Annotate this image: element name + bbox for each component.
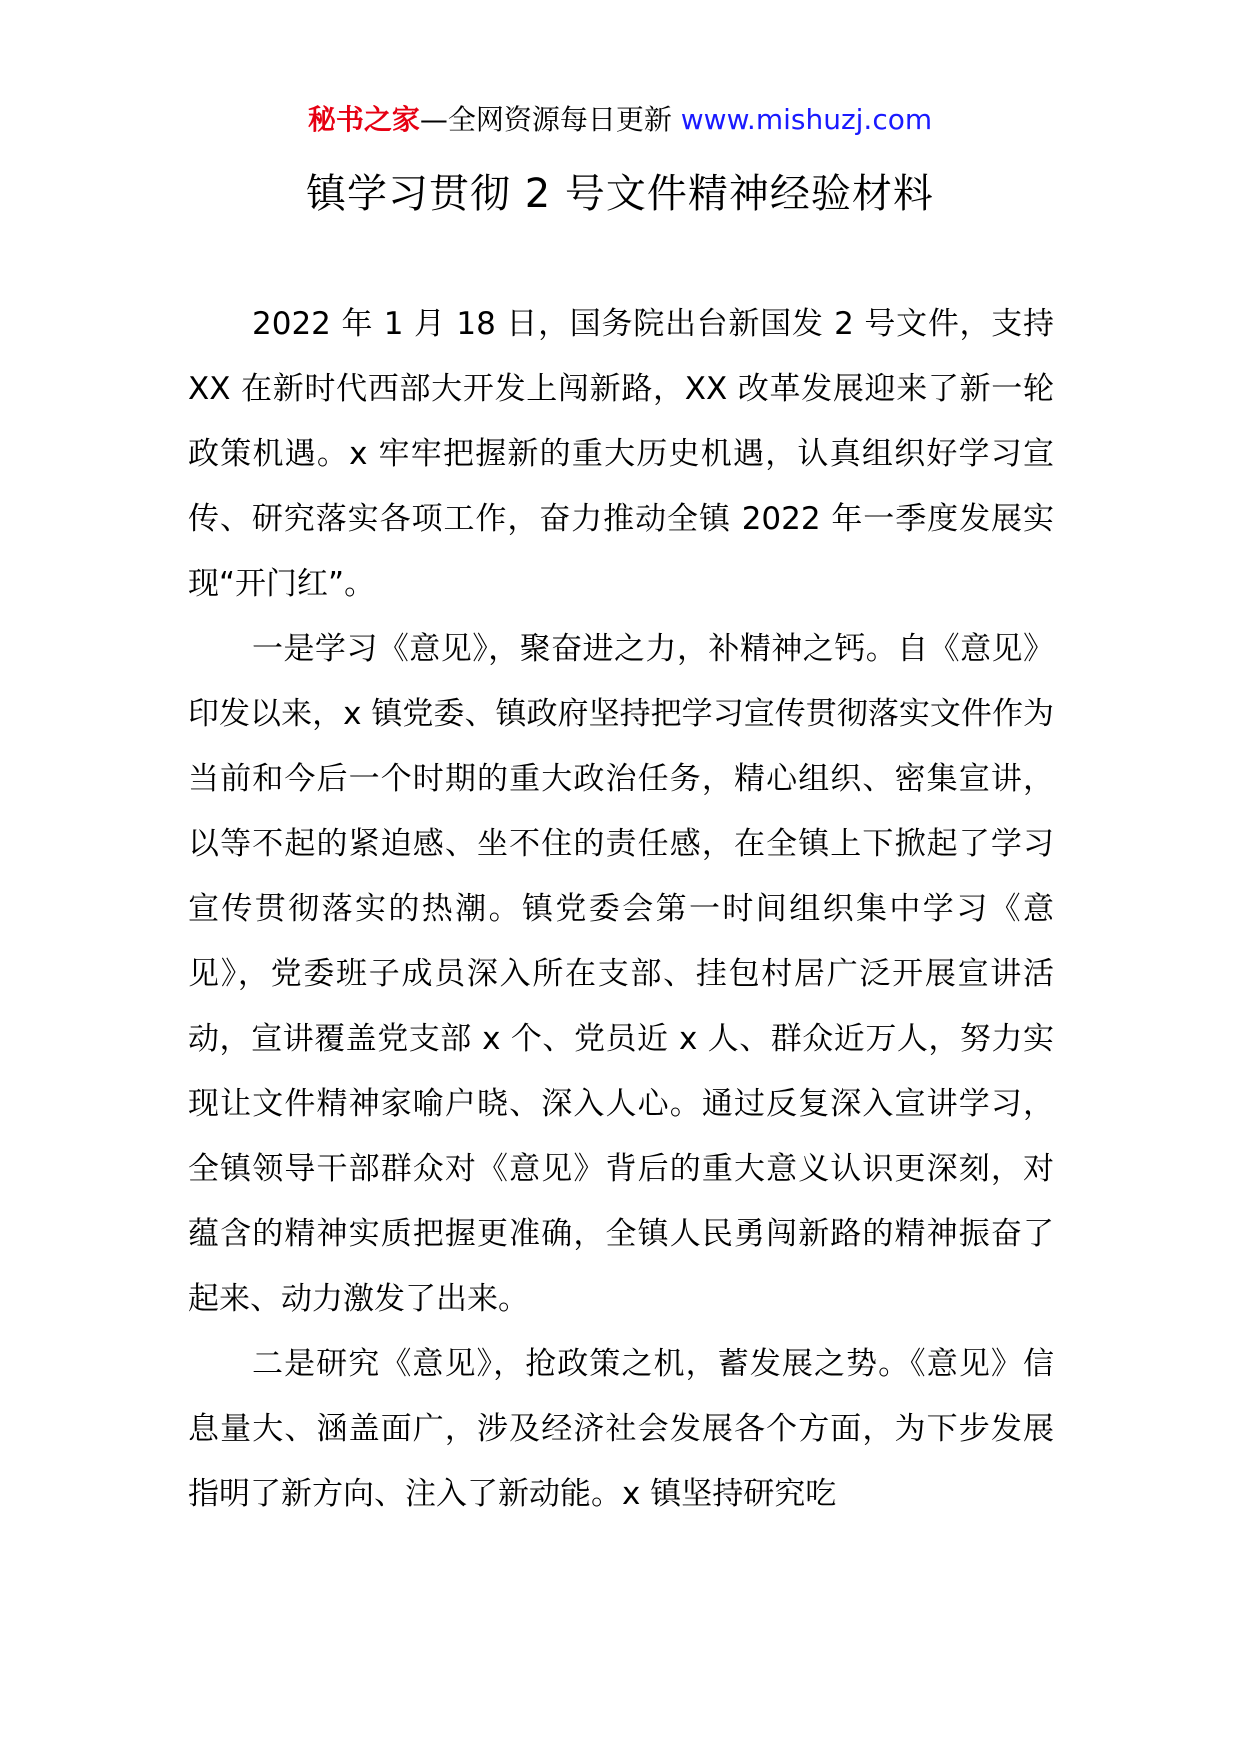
brand-name: 秘书之家 <box>307 103 420 136</box>
document-body <box>188 292 1054 1527</box>
paragraph-intro: 2022 年 1 月 18 日，国务院出台新国发 2 号文件，支持 XX 在新时代西部大开发上闯新路，XX 改革发展迎来了新一轮政策机遇。x 牢牢把握新的重大历史机遇，认真组织好学习宣传、研究落实各项工作，奋力推动全镇 2022 年一季度发展实现“开门红”。 <box>188 306 1054 602</box>
paragraph-study: 一是学习《意见》，聚奋进之力，补精神之钙。自《意见》印发以来，x 镇党委、镇政府坚持把学习宣传贯彻落实文件作为当前和今后一个时期的重大政治任务，精心组织、密集宣讲，以等不起的紧迫感、坐不住的责任感，在全镇上下掀起了学习宣传贯彻落实的热潮。镇党委会第一时间组织集中学习《意见》，党委班子成员深入所在支部、挂包村居广泛开展宣讲活动，宣讲覆盖党支部 x 个、党员近 x 人、群众近万人，努力实现让文件精神家喻户晓、深入人心。通过反复深入宣讲学习，全镇领导干部群众对《意见》背后的重大意义认识更深刻，对蕴含的精神实质把握更准确，全镇人民勇闯新路的精神振奋了起来、动力激发了出来。 <box>188 631 1054 1317</box>
site-url-link[interactable]: www.mishuzj.com <box>680 103 933 136</box>
header-tagline: —全网资源每日更新 <box>419 103 681 136</box>
document-title: 镇学习贯彻 2 号文件精神经验材料 <box>306 171 934 217</box>
site-header <box>0 100 1240 140</box>
paragraph-research: 二是研究《意见》，抢政策之机，蓄发展之势。《意见》信息量大、涵盖面广，涉及经济社会发展各个方面，为下步发展指明了新方向、注入了新动能。x 镇坚持研究吃 <box>188 1346 1054 1512</box>
